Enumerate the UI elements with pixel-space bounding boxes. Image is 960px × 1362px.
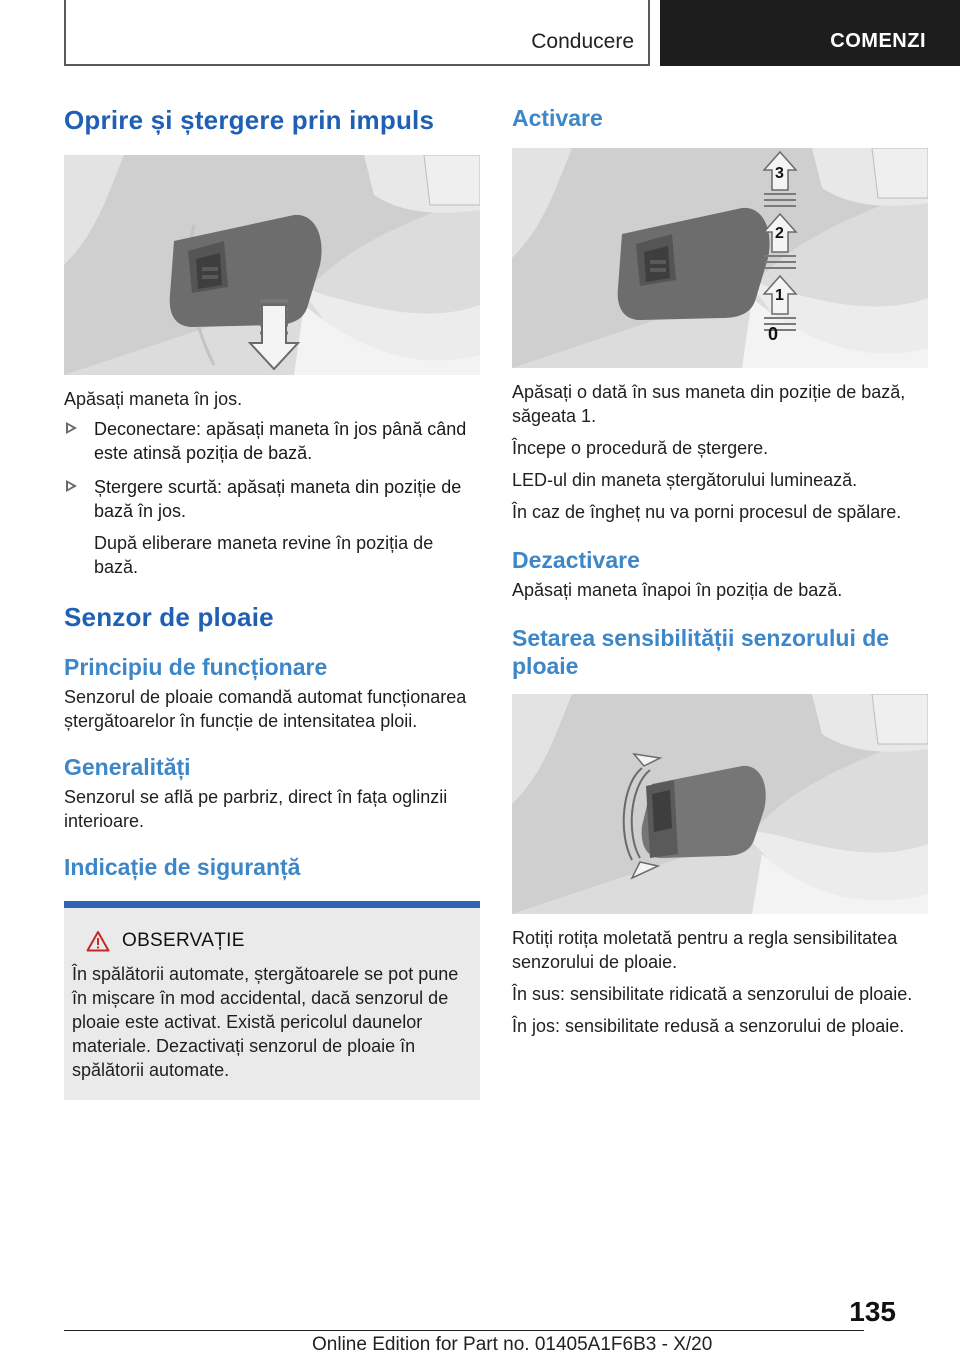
activate-text-3: LED-ul din maneta ștergătorului luminează. bbox=[512, 470, 858, 490]
triangle-bullet-icon bbox=[66, 422, 77, 434]
steps-list bbox=[64, 417, 480, 523]
section-title-impulse: Oprire și ștergere prin impuls bbox=[64, 105, 435, 135]
triangle-bullet-icon bbox=[66, 480, 77, 492]
position-label-2: 2 bbox=[775, 225, 784, 242]
instruction-press-down: Apăsați maneta în jos. bbox=[64, 389, 243, 409]
list-item: Ștergere scurtă: apăsați maneta din poziție de bază în jos. bbox=[64, 475, 480, 523]
safety-notice-box bbox=[64, 901, 480, 1100]
general-text: Senzorul se află pe parbriz, direct în fața oglinzii interioare. bbox=[64, 787, 448, 831]
position-label-1: 1 bbox=[775, 287, 784, 304]
figure-lever-positions bbox=[512, 148, 928, 368]
thumbwheel-illustration bbox=[512, 694, 928, 914]
header-section-box bbox=[64, 0, 650, 66]
subsection-title-sensitivity: Setarea sensibilității senzorului de ploaie bbox=[512, 625, 890, 679]
lever-down-illustration bbox=[64, 155, 480, 375]
activate-text-1: Apăsați o dată în sus maneta din poziție de bază, săgeata 1. bbox=[512, 382, 906, 426]
header-chapter-title: COMENZI bbox=[830, 30, 926, 52]
figure-lever-down bbox=[64, 155, 480, 375]
lever-positions-illustration bbox=[512, 148, 928, 368]
notice-label: OBSERVAȚIE bbox=[122, 930, 245, 951]
sensitivity-text-1: Rotiți rotița moletată pentru a regla sensibilitatea senzorului de ploaie. bbox=[512, 928, 898, 972]
principle-text: Senzorul de ploaie comandă automat funcționarea ștergătoarelor în funcție de intensitatea ploii. bbox=[64, 687, 467, 731]
figure-thumbwheel bbox=[512, 694, 928, 914]
warning-triangle-icon bbox=[86, 930, 110, 952]
position-label-0: 0 bbox=[768, 324, 779, 344]
left-column bbox=[64, 100, 480, 1100]
subsection-title-deactivate: Dezactivare bbox=[512, 547, 640, 573]
notice-text: În spălătorii automate, ștergătoarele se pot pune în mișcare în mod accidental, dacă senzorul de ploaie este activat. Există pericolul daunelor materiale. Dezactivați senzorul de ploaie în spălătorii automate. bbox=[72, 964, 459, 1080]
deactivate-text: Apăsați maneta înapoi în poziția de bază. bbox=[512, 580, 843, 600]
step-note: După eliberare maneta revine în poziția de bază. bbox=[94, 533, 434, 577]
sensitivity-text-3: În jos: sensibilitate redusă a senzorului de ploaie. bbox=[512, 1016, 905, 1036]
list-item: Deconectare: apăsați maneta în jos până când este atinsă poziția de bază. bbox=[64, 417, 480, 465]
footer-divider bbox=[64, 1330, 864, 1331]
subsection-title-safety: Indicație de siguranță bbox=[64, 854, 301, 880]
header-chapter-tab bbox=[660, 0, 960, 66]
edition-text: Online Edition for Part no. 01405A1F6B3 - X/20 bbox=[312, 1334, 713, 1355]
right-column bbox=[512, 100, 928, 1038]
section-title-rain-sensor: Senzor de ploaie bbox=[64, 602, 274, 632]
notice-header bbox=[72, 930, 464, 952]
page-number: 135 bbox=[849, 1296, 896, 1327]
activate-text-4: În caz de îngheț nu va porni procesul de spălare. bbox=[512, 502, 902, 522]
position-label-3: 3 bbox=[775, 165, 784, 182]
subsection-title-activate: Activare bbox=[512, 105, 603, 131]
activate-text-2: Începe o procedură de ștergere. bbox=[512, 438, 769, 458]
subsection-title-general: Generalități bbox=[64, 754, 191, 780]
sensitivity-text-2: În sus: sensibilitate ridicată a senzorului de ploaie. bbox=[512, 984, 913, 1004]
subsection-title-principle: Principiu de funcționare bbox=[64, 654, 328, 680]
header-section-title: Conducere bbox=[531, 30, 634, 53]
